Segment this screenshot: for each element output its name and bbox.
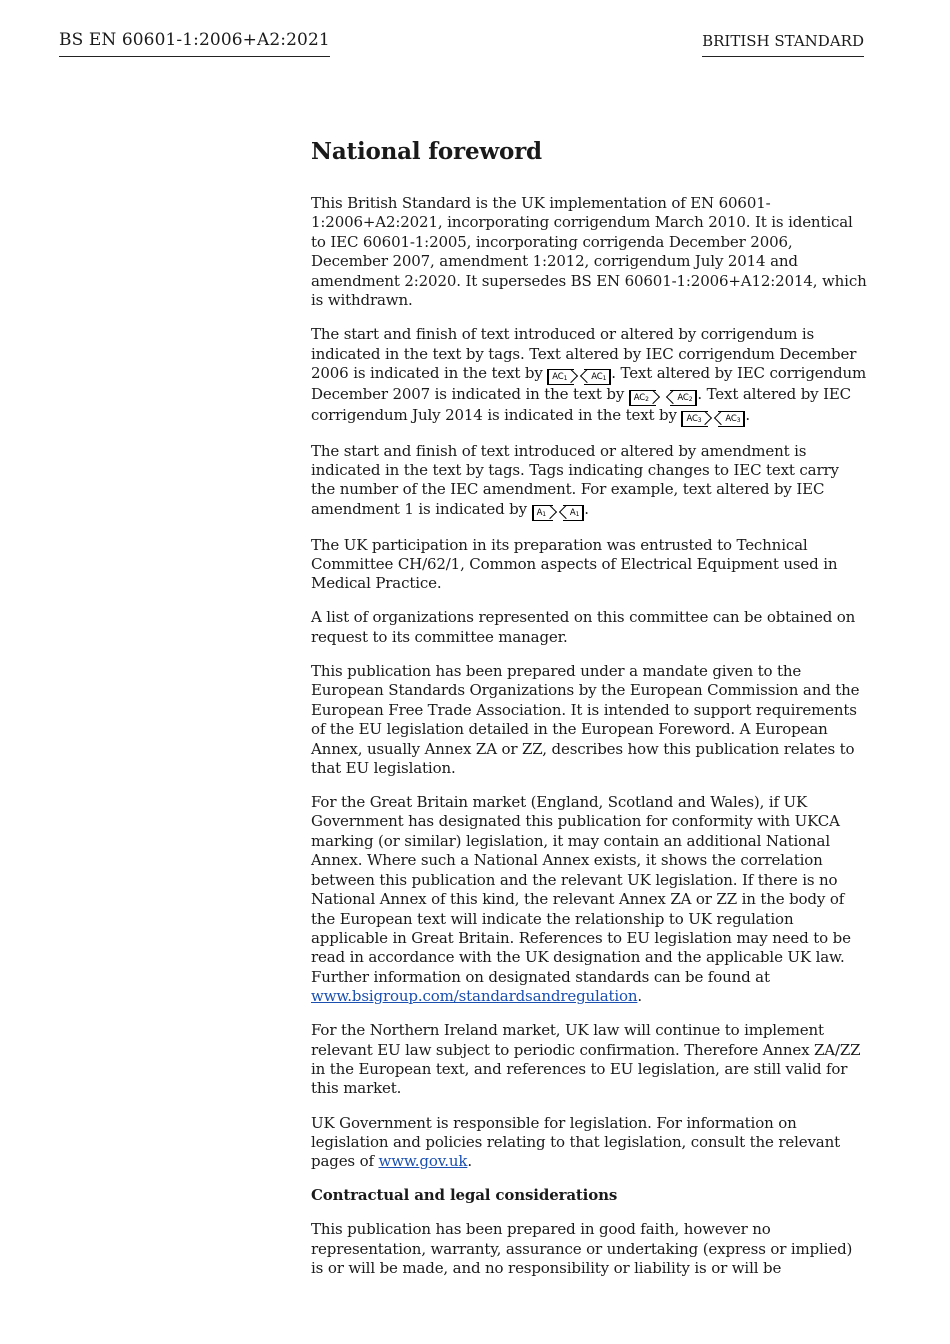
ac3-open-tag-icon <box>681 411 708 427</box>
main-content <box>311 138 867 1293</box>
paragraph-mandate: This publication has been prepared under a mandate given to the European Standards Organizations by the European Commission and the European Free Trade Association. It is intended to support requirements of the EU legislation detailed in the European Foreword. A European Annex, usually Annex ZA or ZZ, describes how this publication relates to that EU legislation. <box>311 661 860 777</box>
corrigendum-text-2: . Text altered by IEC corrigendum December 2007 is indicated in the text by <box>311 363 867 403</box>
a1-open-tag-icon <box>532 505 553 521</box>
header-document-id: BS EN 60601-1:2006+A2:2021 <box>59 30 330 57</box>
uk-government-end: . <box>467 1152 472 1171</box>
uk-government-text: UK Government is responsible for legislation. For information on legislation and policies relating to that legislation, consult the relevant pages of <box>311 1113 840 1171</box>
ac1-close-tag-number: 1 <box>602 374 607 382</box>
paragraph-corrigendum-tags <box>311 325 867 427</box>
a1-close-tag-prefix: A <box>569 507 576 518</box>
ac1-open-tag-prefix: AC <box>552 371 564 382</box>
gov-uk-link[interactable]: www.gov.uk <box>378 1152 468 1171</box>
ac2-close-tag-prefix: AC <box>677 392 689 403</box>
a1-close-tag-number: 1 <box>575 510 580 518</box>
corrigendum-text-3: . Text altered by IEC corrigendum July 2014 is indicated in the text by <box>311 384 851 424</box>
ac1-close-tag-prefix: AC <box>591 371 603 382</box>
ac1-close-tag-icon <box>584 369 611 385</box>
amendment-text-2: . <box>584 499 589 518</box>
a1-open-tag-prefix: A <box>536 507 543 518</box>
corrigendum-text-1: The start and finish of text introduced or altered by corrigendum is indicated in the text by tags. Text altered by IEC corrigendum December 2006 is indicated in the text by <box>311 325 857 382</box>
great-britain-text: For the Great Britain market (England, Scotland and Wales), if UK Government has designated this publication for conformity with UKCA marking (or similar) legislation, it may contain an additional National Annex. Where such a National Annex exists, it shows the correlation between this publication and the relevant UK legislation. If there is no National Annex of this kind, the relevant Annex ZA or ZZ in the body of the European text will indicate the relationship to UK regulation applicable in Great Britain. References to EU legislation may need to be read in accordance with the UK designation and the applicable UK law. Further information on designated standards can be found at <box>311 793 851 986</box>
ac2-open-tag-number: 2 <box>645 395 649 403</box>
ac3-close-tag-icon <box>718 411 745 427</box>
paragraph-contractual: This publication has been prepared in good faith, however no representation, warranty, assurance or undertaking (express or implied) is or will be made, and no responsibility or liability is or will be <box>311 1220 853 1278</box>
paragraph-organizations: A list of organizations represented on this committee can be obtained on request to its committee manager. <box>311 608 856 646</box>
paragraph-northern-ireland-market: For the Northern Ireland market, UK law will continue to implement relevant EU law subject to periodic confirmation. Therefore Annex ZA/ZZ in the European text, and references to EU legislation, are still valid for this market. <box>311 1021 861 1098</box>
paragraph-committee: The UK participation in its preparation was entrusted to Technical Committee CH/62/1, Common aspects of Electrical Equipment used in Medical Practice. <box>311 535 838 593</box>
ac2-open-tag-prefix: AC <box>633 392 646 403</box>
ac3-open-tag-prefix: AC <box>686 413 698 424</box>
ac2-close-tag-number: 2 <box>688 395 693 403</box>
section-heading-contractual: Contractual and legal considerations <box>311 1186 618 1205</box>
ac1-open-tag-icon <box>547 369 574 385</box>
great-britain-end: . <box>637 987 643 1006</box>
paragraph-implementation: This British Standard is the UK implementation of EN 60601-1:2006+A2:2021, incorporating corrigendum March 2010. It is identical to IEC 60601-1:2005, incorporating corrigenda December 2006, December 2007, amendment 1:2012, corrigendum July 2014 and amendment 2:2020. It supersedes BS EN 60601-1:2006+A12:2014, which is withdrawn. <box>311 194 867 310</box>
bsigroup-link[interactable]: www.bsigroup.com/standardsandregulation <box>311 987 638 1006</box>
paragraph-amendment-tags <box>311 442 867 521</box>
header-standard-label: BRITISH STANDARD <box>702 32 864 57</box>
page-title: National foreword <box>311 138 542 165</box>
paragraph-uk-government <box>311 1114 867 1172</box>
ac1-open-tag-number: 1 <box>563 374 568 382</box>
ac3-close-tag-prefix: AC <box>725 413 737 424</box>
a1-close-tag-icon <box>563 505 584 521</box>
ac2-close-tag-icon <box>670 390 697 406</box>
ac3-open-tag-number: 3 <box>697 416 702 424</box>
corrigendum-text-4: . <box>745 405 751 424</box>
ac3-close-tag-number: 3 <box>736 416 741 424</box>
paragraph-great-britain-market <box>311 793 867 1006</box>
ac2-open-tag-icon <box>629 390 656 406</box>
a1-open-tag-number: 1 <box>542 510 546 518</box>
amendment-text-1: The start and finish of text introduced or altered by amendment is indicated in the text by tags. Tags indicating changes to IEC text carry the number of the IEC amendment. For example, text altered by IEC amendment 1 is indicated by <box>311 441 839 518</box>
